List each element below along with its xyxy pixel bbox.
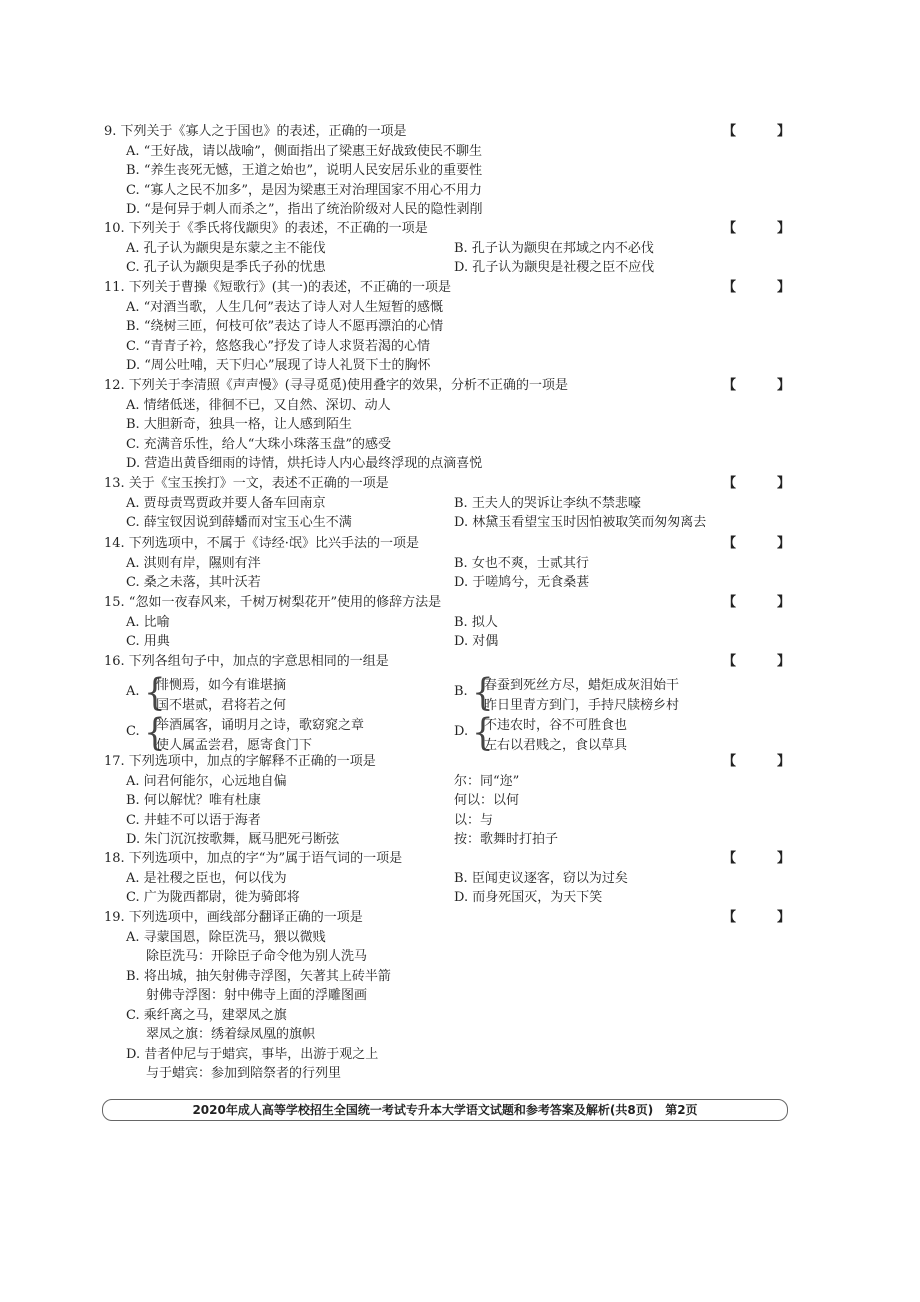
option-c: C. “青青子衿，悠悠我心”抒发了诗人求贤若渴的心情 xyxy=(126,338,431,354)
footer-title: 2020年成人高等学校招生全国统一考试专升本大学语文试题和参考答案及解析(共8页) xyxy=(192,1103,654,1117)
option-b: B. 孔子认为颛臾在邦域之内不必伐 xyxy=(454,240,654,256)
option-d-gloss: 按：歌舞时打拍子 xyxy=(454,832,559,847)
option-row xyxy=(104,258,804,278)
option-row xyxy=(104,772,804,792)
answer-bracket[interactable]: 【 】 xyxy=(722,536,804,551)
question-12 xyxy=(104,376,804,474)
question-stem: 12. 下列关于李清照《声声慢》(寻寻觅觅)使用叠字的效果，分析不正确的一项是 【 】 xyxy=(104,376,804,396)
question-19 xyxy=(104,908,804,1084)
option-d-translation: 与于蜡宾：参加到陪祭者的行列里 xyxy=(146,1066,342,1081)
option-c: C. 乘纤离之马，建翠凤之旗 xyxy=(126,1007,287,1023)
option-b: B. 女也不爽，士贰其行 xyxy=(454,555,589,571)
option-d: D. “是何异于刺人而杀之”，指出了统治阶级对人民的隐性剥削 xyxy=(126,202,483,217)
option-d: D. 昔者仲尼与于蜡宾，事毕，出游于观之上 xyxy=(126,1046,379,1062)
option-d: D. 而身死国灭，为天下笑 xyxy=(454,890,603,905)
question-stem: 10. 下列关于《季氏将伐颛臾》的表述，不正确的一项是 【 】 xyxy=(104,219,804,239)
option-c: C. 充满音乐性，给人“大珠小珠落玉盘”的感受 xyxy=(126,436,392,452)
page-footer xyxy=(102,1099,788,1121)
option-row xyxy=(104,869,804,889)
question-stem: 11. 下列关于曹操《短歌行》(其一)的表述，不正确的一项是 【 】 xyxy=(104,278,804,298)
option-a: A. 问君何能尔，心远地自偏 xyxy=(126,773,287,789)
question-14 xyxy=(104,534,804,593)
option-c: C. 桑之未落，其叶沃若 xyxy=(126,575,261,590)
option-a: A. 孔子认为颛臾是东蒙之主不能伐 xyxy=(126,240,326,256)
page-number: 第2页 xyxy=(665,1103,698,1117)
option-d: D. 孔子认为颛臾是社稷之臣不应伐 xyxy=(454,260,655,275)
option-d: D. 林黛玉看望宝玉时因怕被取笑而匆匆离去 xyxy=(454,515,707,530)
option-c: C. 井蛙不可以语于海者 xyxy=(126,812,261,828)
option-c: C. 广为陇西都尉，徙为骑郎将 xyxy=(126,890,300,905)
brace-icon: { xyxy=(144,711,166,755)
option-a-translation: 除臣洗马：开除臣子命令他为别人洗马 xyxy=(146,949,368,964)
question-stem: 15. “忽如一夜春风来，千树万树梨花开”使用的修辞方法是 【 】 xyxy=(104,593,804,613)
question-stem: 14. 下列选项中，不属于《诗经·氓》比兴手法的一项是 【 】 xyxy=(104,534,804,554)
answer-bracket[interactable]: 【 】 xyxy=(722,378,804,393)
option-row xyxy=(104,573,804,593)
option-d: D. 于嗟鸠兮，无食桑葚 xyxy=(454,575,590,590)
question-17 xyxy=(104,752,804,850)
question-9 xyxy=(104,122,804,220)
option-b: B. “绕树三匝，何枝可依”表达了诗人不愿再漂泊的心情 xyxy=(126,319,444,334)
question-18 xyxy=(104,849,804,908)
option-b-gloss: 何以：以何 xyxy=(454,793,520,808)
option-b: B. “养生丧死无憾，王道之始也”，说明人民安居乐业的重要性 xyxy=(126,163,483,178)
answer-bracket[interactable]: 【 】 xyxy=(722,654,804,669)
brace-icon: { xyxy=(472,671,494,715)
option-row xyxy=(104,830,804,850)
option-a: A. 淇则有岸，隰则有泮 xyxy=(126,555,261,571)
question-stem: 13. 关于《宝玉挨打》一文，表述不正确的一项是 【 】 xyxy=(104,474,804,494)
option-b: B. 王夫人的哭诉让李纨不禁悲嚎 xyxy=(454,495,641,511)
option-d: D. “周公吐哺，天下归心”展现了诗人礼贤下士的胸怀 xyxy=(126,358,431,373)
option-row xyxy=(104,494,804,514)
option-d: D. 朱门沉沉按歌舞，厩马肥死弓断弦 xyxy=(126,832,340,847)
option-a: A. “对酒当歌，人生几何”表达了诗人对人生短暂的感慨 xyxy=(126,299,443,315)
question-stem: 19. 下列选项中，画线部分翻译正确的一项是 【 】 xyxy=(104,908,804,928)
option-a: A. 比喻 xyxy=(126,614,170,630)
answer-bracket[interactable]: 【 】 xyxy=(722,595,804,610)
question-13 xyxy=(104,474,804,533)
option-row xyxy=(104,888,804,908)
option-a-gloss: 尔：同“迩” xyxy=(454,773,520,789)
option-d: D. 营造出黄昏细雨的诗情，烘托诗人内心最终浮现的点滴喜悦 xyxy=(126,456,483,471)
question-stem: 9. 下列关于《寡人之于国也》的表述，正确的一项是 【 】 xyxy=(104,122,804,142)
option-b-translation: 射佛寺浮图：射中佛寺上面的浮雕图画 xyxy=(146,988,368,1003)
question-stem: 16. 下列各组句子中，加点的字意思相同的一组是 【 】 xyxy=(104,652,804,672)
answer-bracket[interactable]: 【 】 xyxy=(722,754,804,769)
option-c: C. 薛宝钗因说到薛蟠而对宝玉心生不满 xyxy=(126,515,352,530)
option-c: C. 用典 xyxy=(126,634,170,649)
option-c-gloss: 以：与 xyxy=(454,812,494,828)
question-stem: 17. 下列选项中，加点的字解释不正确的一项是 【 】 xyxy=(104,752,804,772)
option-row xyxy=(104,791,804,811)
answer-bracket[interactable]: 【 】 xyxy=(722,280,804,295)
option-b: B. 何以解忧？唯有杜康 xyxy=(126,793,261,808)
option-a: A. “王好战，请以战喻”，侧面指出了梁惠王好战致使民不聊生 xyxy=(126,143,482,159)
answer-bracket[interactable]: 【 】 xyxy=(722,910,804,925)
answer-bracket[interactable]: 【 】 xyxy=(722,221,804,236)
option-a: A. 贾母责骂贾政并要人备车回南京 xyxy=(126,495,326,511)
question-stem: 18. 下列选项中，加点的字“为”属于语气词的一项是 【 】 xyxy=(104,849,804,869)
question-11 xyxy=(104,278,804,376)
option-b: B. 将出城，抽矢射佛寺浮图，矢著其上砖半箭 xyxy=(126,968,391,984)
option-row xyxy=(104,632,804,652)
option-row xyxy=(104,554,804,574)
question-16: 16. 下列各组句子中，加点的字意思相同的一组是 【 】 A. { 悱恻焉，如今有谁堪摘 国不堪贰，君将若之何 B. { 春蚕到死丝方尽，蜡炬成灰泪始干 昨日里青方到门，手持尺牍榜乡村 C. { 举酒属客，诵明月之诗，歌窈窕之章 使人属孟尝君，愿寄食门下 D. { 不违农时，谷不可胜食也 左右以君贱之，食以草具 xyxy=(104,654,804,755)
answer-bracket[interactable]: 【 】 xyxy=(722,124,804,139)
option-row xyxy=(104,811,804,831)
question-10 xyxy=(104,219,804,278)
option-row xyxy=(104,239,804,259)
option-a: A. 寻蒙国恩，除臣洗马，猥以微贱 xyxy=(126,929,326,945)
option-c: C. 孔子认为颛臾是季氏子孙的忧患 xyxy=(126,260,326,275)
option-a: A. 情绪低迷，徘徊不已，又自然、深切、动人 xyxy=(126,397,391,413)
answer-bracket[interactable]: 【 】 xyxy=(722,476,804,491)
question-15 xyxy=(104,593,804,652)
option-c-translation: 翠凤之旗：绣着绿凤凰的旗帜 xyxy=(146,1027,316,1042)
option-b: B. 拟人 xyxy=(454,614,498,630)
option-a: A. 是社稷之臣也，何以伐为 xyxy=(126,870,287,886)
option-row xyxy=(104,613,804,633)
option-b: B. 大胆新奇，独具一格，让人感到陌生 xyxy=(126,417,352,432)
option-c: C. “寡人之民不加多”，是因为梁惠王对治理国家不用心不用力 xyxy=(126,182,483,198)
option-b: B. 臣闻吏议逐客，窃以为过矣 xyxy=(454,870,628,886)
brace-icon: { xyxy=(144,671,166,715)
option-d: D. 对偶 xyxy=(454,634,499,649)
answer-bracket[interactable]: 【 】 xyxy=(722,851,804,866)
brace-icon: { xyxy=(472,711,494,755)
option-row xyxy=(104,513,804,533)
